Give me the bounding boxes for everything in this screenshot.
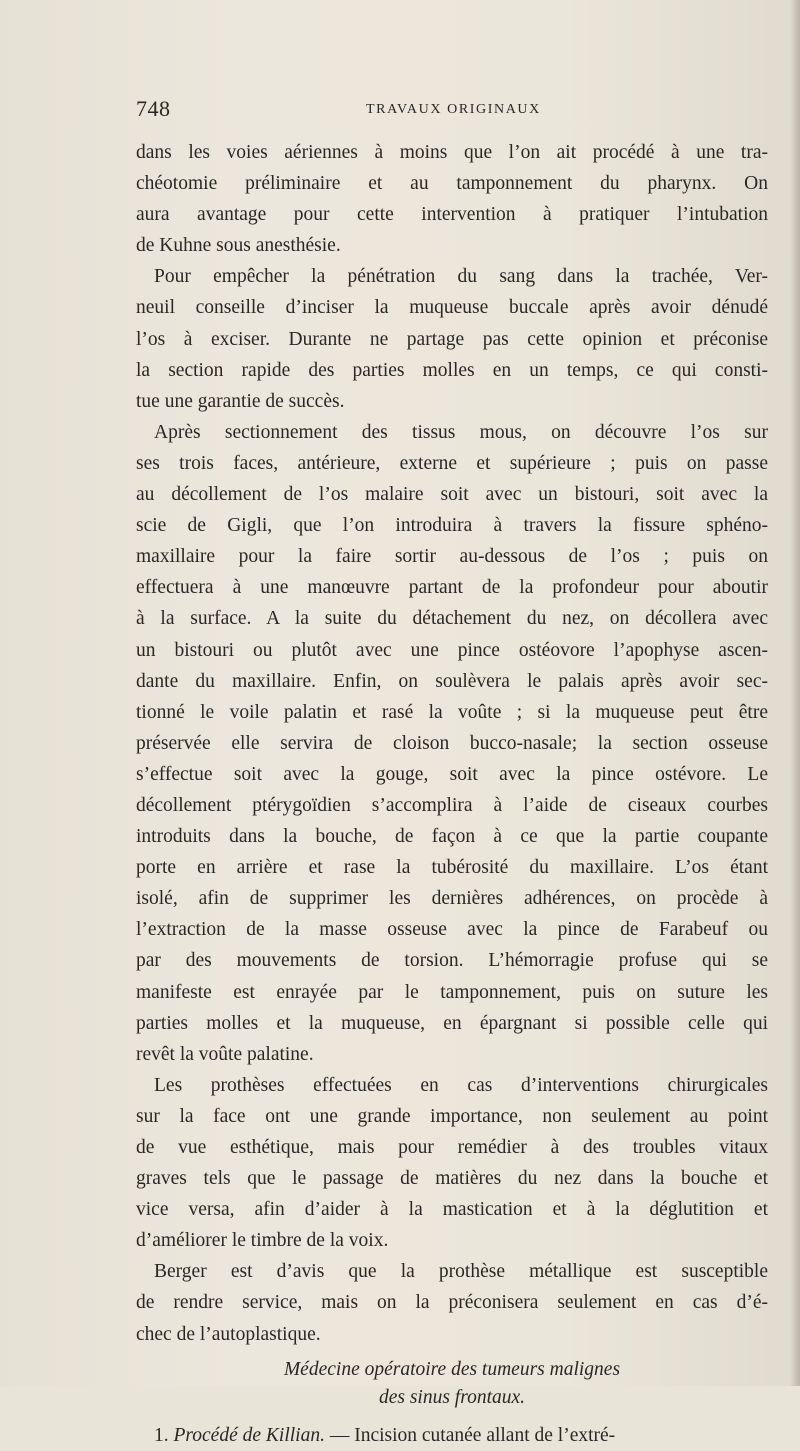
text-line: ses trois faces, antérieure, externe et supérieure ; puis on passe	[136, 452, 768, 474]
text-line: graves tels que le passage de matières du nez dans la bouche et	[136, 1168, 768, 1190]
page-edge-shadow	[790, 0, 800, 1386]
text-line: effectuera à une manœuvre partant de la profondeur pour aboutir	[136, 577, 768, 599]
page-header	[136, 96, 768, 124]
text-line: un bistouri ou plutôt avec une pince ostéovore l’apophyse ascen-	[136, 639, 768, 661]
text-line: neuil conseille d’inciser la muqueuse buccale après avoir dénudé	[136, 297, 768, 319]
text-line: maxillaire pour la faire sortir au-dessous de l’os ; puis on	[136, 546, 768, 568]
text-line: Pour empêcher la pénétration du sang dans la trachée, Ver-	[154, 266, 768, 288]
text-line: Après sectionnement des tissus mous, on découvre l’os sur	[154, 421, 768, 443]
text-line: à la surface. A la suite du détachement du nez, on décollera avec	[136, 608, 768, 630]
text-line: la section rapide des parties molles en un temps, ce qui consti-	[136, 359, 768, 381]
text-line: de Kuhne sous anesthésie.	[136, 235, 341, 257]
text-line: chéotomie préliminaire et au tamponnement du pharynx. On	[136, 173, 768, 195]
text-line: manifeste est enrayée par le tamponnement, puis on suture les	[136, 981, 768, 1003]
text-line: préservée elle servira de cloison bucco-nasale; la section osseuse	[136, 732, 768, 754]
text-line: de vue esthétique, mais pour remédier à des troubles vitaux	[136, 1137, 768, 1158]
text-line: dante du maxillaire. Enfin, on soulèvera le palais après avoir sec-	[136, 670, 768, 692]
text-line: parties molles et la muqueuse, en épargnant si possible celle qui	[136, 1012, 768, 1034]
text-line: d’améliorer le timbre de la voix.	[136, 1230, 389, 1252]
text-line: vice versa, afin d’aider à la mastication et à la déglutition et	[136, 1199, 768, 1221]
text-line: introduits dans la bouche, de façon à ce que la partie coupante	[136, 826, 768, 848]
section-heading: Médecine opératoire des tumeurs malignes	[283, 1358, 621, 1380]
page-number: 748	[136, 96, 171, 121]
text-line: l’os à exciser. Durante ne partage pas cette opinion et préconise	[136, 328, 768, 350]
text-line: tue une garantie de succès.	[136, 390, 345, 412]
text-line: au décollement de l’os malaire soit avec un bistouri, soit avec la	[136, 484, 768, 506]
text-line: isolé, afin de supprimer les dernières adhérences, on procède à	[136, 888, 768, 910]
text-line-final	[136, 1420, 768, 1451]
text-line: revêt la voûte palatine.	[136, 1043, 314, 1065]
text-line: tionné le voile palatin et rasé la voûte ; si la muqueuse peut être	[136, 701, 768, 723]
text-line: par des mouvements de torsion. L’hémorragie profuse qui se	[136, 950, 768, 972]
text-line: chec de l’autoplastique.	[136, 1323, 321, 1345]
section-heading-continued: des sinus frontaux.	[378, 1386, 526, 1408]
text-line: porte en arrière et rase la tubérosité du maxillaire. L’os étant	[136, 857, 768, 879]
method-name: Procédé de Killian.	[173, 1424, 325, 1446]
text-line: dans les voies aériennes à moins que l’on ait procédé à une tra-	[136, 142, 768, 163]
text-line: l’extraction de la masse osseuse avec la pince de Farabeuf ou	[136, 919, 768, 941]
text-line: scie de Gigli, que l’on introduira à travers la fissure sphéno-	[136, 515, 768, 537]
body-text	[136, 137, 768, 1451]
text-line: sur la face ont une grande importance, non seulement au point	[136, 1105, 768, 1127]
text-line: s’effectue soit avec la gouge, soit avec la pince ostévore. Le	[136, 763, 768, 785]
text-line: de rendre service, mais on la préconisera seulement en cas d’é-	[136, 1292, 768, 1314]
text-line: Berger est d’avis que la prothèse métallique est susceptible	[154, 1261, 768, 1283]
item-number: 1.	[154, 1424, 169, 1446]
item-text: — Incision cutanée allant de l’extré-	[329, 1424, 616, 1446]
text-line: décollement ptérygoïdien s’accomplira à l’aide de ciseaux courbes	[136, 794, 768, 816]
text-line: Les prothèses effectuées en cas d’interventions chirurgicales	[154, 1074, 768, 1096]
running-title: TRAVAUX ORIGINAUX	[366, 102, 541, 117]
text-line: aura avantage pour cette intervention à pratiquer l’intubation	[136, 204, 768, 226]
